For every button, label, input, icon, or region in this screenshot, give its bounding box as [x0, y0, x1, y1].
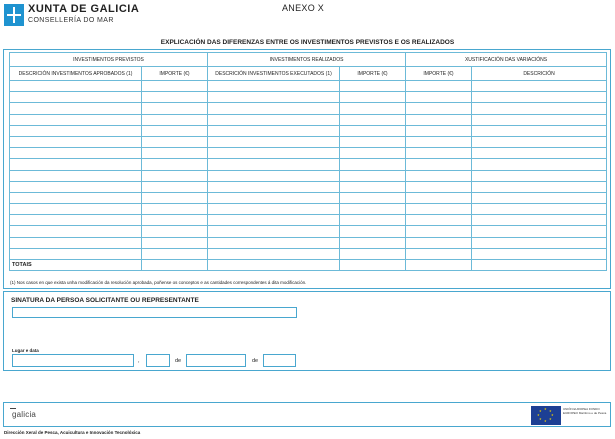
table-row	[10, 215, 607, 226]
day-field[interactable]	[146, 354, 170, 367]
cell-variation-amount[interactable]	[406, 103, 472, 114]
annex-label: ANEXO X	[282, 3, 325, 13]
cell-variation-amount[interactable]	[406, 204, 472, 215]
cell-executed-desc[interactable]	[208, 204, 340, 215]
cell-executed-amount[interactable]	[340, 92, 406, 103]
cell-variation-desc[interactable]	[472, 81, 607, 92]
cell-variation-amount[interactable]	[406, 170, 472, 181]
cell-executed-desc[interactable]	[208, 159, 340, 170]
cell-variation-desc[interactable]	[472, 125, 607, 136]
galicia-logo: galicia	[12, 410, 37, 419]
total-variation-amount[interactable]	[406, 260, 472, 271]
cell-approved-amount[interactable]	[142, 159, 208, 170]
cell-variation-desc[interactable]	[472, 215, 607, 226]
cell-approved-amount[interactable]	[142, 125, 208, 136]
cell-approved-desc[interactable]	[10, 81, 142, 92]
month-field[interactable]	[186, 354, 246, 367]
cell-approved-amount[interactable]	[142, 204, 208, 215]
group-header-row	[10, 53, 607, 67]
footer-frame	[3, 402, 611, 427]
cell-approved-amount[interactable]	[142, 114, 208, 125]
cell-approved-desc[interactable]	[10, 215, 142, 226]
total-executed-desc[interactable]	[208, 260, 340, 271]
de-separator-2: de	[252, 358, 259, 364]
cell-variation-amount[interactable]	[406, 92, 472, 103]
cell-approved-amount[interactable]	[142, 103, 208, 114]
cell-approved-desc[interactable]	[10, 181, 142, 192]
department-name: Dirección Xeral de Pesca, Acuicultura e Innovación Tecnolóxica	[4, 430, 141, 435]
cell-executed-amount[interactable]	[340, 103, 406, 114]
galicia-logo-mark	[10, 408, 16, 409]
cell-variation-desc[interactable]	[472, 114, 607, 125]
cell-variation-desc[interactable]	[472, 103, 607, 114]
cell-executed-amount[interactable]	[340, 226, 406, 237]
total-approved-amount[interactable]	[142, 260, 208, 271]
table-row	[10, 103, 607, 114]
table-row	[10, 248, 607, 259]
cell-variation-amount[interactable]	[406, 215, 472, 226]
cell-approved-amount[interactable]	[142, 136, 208, 147]
cell-variation-desc[interactable]	[472, 92, 607, 103]
cell-approved-amount[interactable]	[142, 248, 208, 259]
signature-title: SINATURA DA PERSOA SOLICITANTE OU REPRESENTANTE	[11, 297, 199, 304]
comma-separator: ,	[138, 358, 140, 364]
col-header-executed-desc: DESCRICIÓN INVESTIMENTOS EXECUTADOS (1)	[208, 67, 340, 81]
col-header-variation-desc: DESCRICIÓN	[472, 67, 607, 81]
table-row	[10, 159, 607, 170]
xunta-shield-icon	[4, 4, 24, 26]
table-row	[10, 114, 607, 125]
table-row	[10, 226, 607, 237]
page-title: EXPLICACIÓN DAS DIFERENZAS ENTRE OS INVESTIMENTOS PREVISTOS E OS REALIZADOS	[160, 39, 455, 46]
place-field[interactable]	[12, 354, 134, 367]
year-field[interactable]	[263, 354, 296, 367]
cell-executed-desc[interactable]	[208, 125, 340, 136]
cell-executed-amount[interactable]	[340, 181, 406, 192]
cell-approved-desc[interactable]	[10, 114, 142, 125]
cell-variation-desc[interactable]	[472, 204, 607, 215]
table-row	[10, 192, 607, 203]
cell-variation-amount[interactable]	[406, 159, 472, 170]
cell-executed-desc[interactable]	[208, 237, 340, 248]
totals-row	[10, 260, 607, 271]
col-header-approved-amount: IMPORTE (€)	[142, 67, 208, 81]
cell-variation-desc[interactable]	[472, 248, 607, 259]
place-date-label: Lugar e data	[12, 348, 39, 353]
cell-approved-amount[interactable]	[142, 92, 208, 103]
cell-variation-amount[interactable]	[406, 226, 472, 237]
table-row	[10, 204, 607, 215]
cell-variation-amount[interactable]	[406, 181, 472, 192]
col-header-approved-desc: DESCRICIÓN INVESTIMENTOS APROBADOS (1)	[10, 67, 142, 81]
cell-approved-amount[interactable]	[142, 81, 208, 92]
investments-table-frame	[3, 49, 611, 289]
cell-variation-amount[interactable]	[406, 114, 472, 125]
brand-subtitle: CONSELLERÍA DO MAR	[28, 17, 114, 24]
cell-variation-amount[interactable]	[406, 81, 472, 92]
brand-title: XUNTA DE GALICIA	[28, 3, 140, 15]
eu-flag-icon: ★ ★ ★ ★ ★ ★ ★ ★	[531, 406, 561, 425]
cell-approved-amount[interactable]	[142, 181, 208, 192]
cell-executed-amount[interactable]	[340, 114, 406, 125]
cell-approved-desc[interactable]	[10, 103, 142, 114]
cell-executed-desc[interactable]	[208, 81, 340, 92]
column-header-row	[10, 67, 607, 81]
cell-executed-desc[interactable]	[208, 114, 340, 125]
cell-variation-amount[interactable]	[406, 192, 472, 203]
cell-executed-desc[interactable]	[208, 103, 340, 114]
cell-approved-desc[interactable]	[10, 159, 142, 170]
cell-executed-amount[interactable]	[340, 159, 406, 170]
cell-approved-desc[interactable]	[10, 125, 142, 136]
cell-executed-amount[interactable]	[340, 215, 406, 226]
signature-field[interactable]	[12, 307, 297, 318]
table-row	[10, 92, 607, 103]
cell-variation-desc[interactable]	[472, 192, 607, 203]
group-header-justification: XUSTIFICACIÓN DAS VARIACIÓNS	[406, 53, 607, 67]
cell-variation-amount[interactable]	[406, 125, 472, 136]
cell-executed-desc[interactable]	[208, 192, 340, 203]
cell-approved-amount[interactable]	[142, 215, 208, 226]
cell-approved-desc[interactable]	[10, 192, 142, 203]
cell-variation-desc[interactable]	[472, 159, 607, 170]
cell-executed-amount[interactable]	[340, 136, 406, 147]
cell-variation-amount[interactable]	[406, 136, 472, 147]
cell-approved-desc[interactable]	[10, 92, 142, 103]
cell-approved-desc[interactable]	[10, 248, 142, 259]
cell-executed-desc[interactable]	[208, 136, 340, 147]
group-header-planned: INVESTIMENTOS PREVISTOS	[10, 53, 208, 67]
cell-executed-amount[interactable]	[340, 125, 406, 136]
cell-executed-amount[interactable]	[340, 81, 406, 92]
cell-approved-desc[interactable]	[10, 136, 142, 147]
cell-approved-desc[interactable]	[10, 148, 142, 159]
cell-approved-desc[interactable]	[10, 226, 142, 237]
table-row	[10, 125, 607, 136]
cell-approved-desc[interactable]	[10, 170, 142, 181]
cell-variation-desc[interactable]	[472, 226, 607, 237]
eu-fund-text: UNIÓN EUROPEA FONDO EUROPEO Marítimo e de Pesca	[563, 407, 607, 415]
cell-executed-desc[interactable]	[208, 181, 340, 192]
cell-variation-amount[interactable]	[406, 248, 472, 259]
col-header-executed-amount: IMPORTE (€)	[340, 67, 406, 81]
total-variation-desc[interactable]	[472, 260, 607, 271]
cell-executed-amount[interactable]	[340, 170, 406, 181]
cell-variation-amount[interactable]	[406, 148, 472, 159]
cell-variation-desc[interactable]	[472, 181, 607, 192]
cell-approved-amount[interactable]	[142, 237, 208, 248]
totals-label: TOTAIS	[10, 260, 142, 271]
table-row	[10, 170, 607, 181]
cell-variation-desc[interactable]	[472, 237, 607, 248]
cell-approved-amount[interactable]	[142, 170, 208, 181]
cell-executed-amount[interactable]	[340, 248, 406, 259]
cell-executed-desc[interactable]	[208, 248, 340, 259]
cell-executed-desc[interactable]	[208, 170, 340, 181]
cell-variation-desc[interactable]	[472, 148, 607, 159]
investments-table	[9, 52, 607, 271]
group-header-executed: INVESTIMENTOS REALIZADOS	[208, 53, 406, 67]
cell-approved-amount[interactable]	[142, 192, 208, 203]
cell-variation-amount[interactable]	[406, 237, 472, 248]
cell-variation-desc[interactable]	[472, 136, 607, 147]
table-row	[10, 237, 607, 248]
table-footnote: (1) Nos casos en que exista unha modificación da resolución aprobada, poñense os conceptos e as cantidades correspondentes á dita modificación.	[10, 280, 307, 285]
cell-executed-amount[interactable]	[340, 204, 406, 215]
total-executed-amount[interactable]	[340, 260, 406, 271]
de-separator-1: de	[175, 358, 182, 364]
col-header-variation-amount: IMPORTE (€)	[406, 67, 472, 81]
cell-executed-desc[interactable]	[208, 148, 340, 159]
cell-approved-amount[interactable]	[142, 148, 208, 159]
table-row	[10, 148, 607, 159]
cell-executed-amount[interactable]	[340, 237, 406, 248]
cell-executed-desc[interactable]	[208, 92, 340, 103]
cell-variation-desc[interactable]	[472, 170, 607, 181]
table-row	[10, 136, 607, 147]
cell-approved-amount[interactable]	[142, 226, 208, 237]
table-row	[10, 181, 607, 192]
cell-approved-desc[interactable]	[10, 204, 142, 215]
cell-executed-amount[interactable]	[340, 148, 406, 159]
signature-section	[3, 291, 611, 371]
cell-executed-desc[interactable]	[208, 226, 340, 237]
cell-approved-desc[interactable]	[10, 237, 142, 248]
cell-executed-desc[interactable]	[208, 215, 340, 226]
table-row	[10, 81, 607, 92]
cell-executed-amount[interactable]	[340, 192, 406, 203]
